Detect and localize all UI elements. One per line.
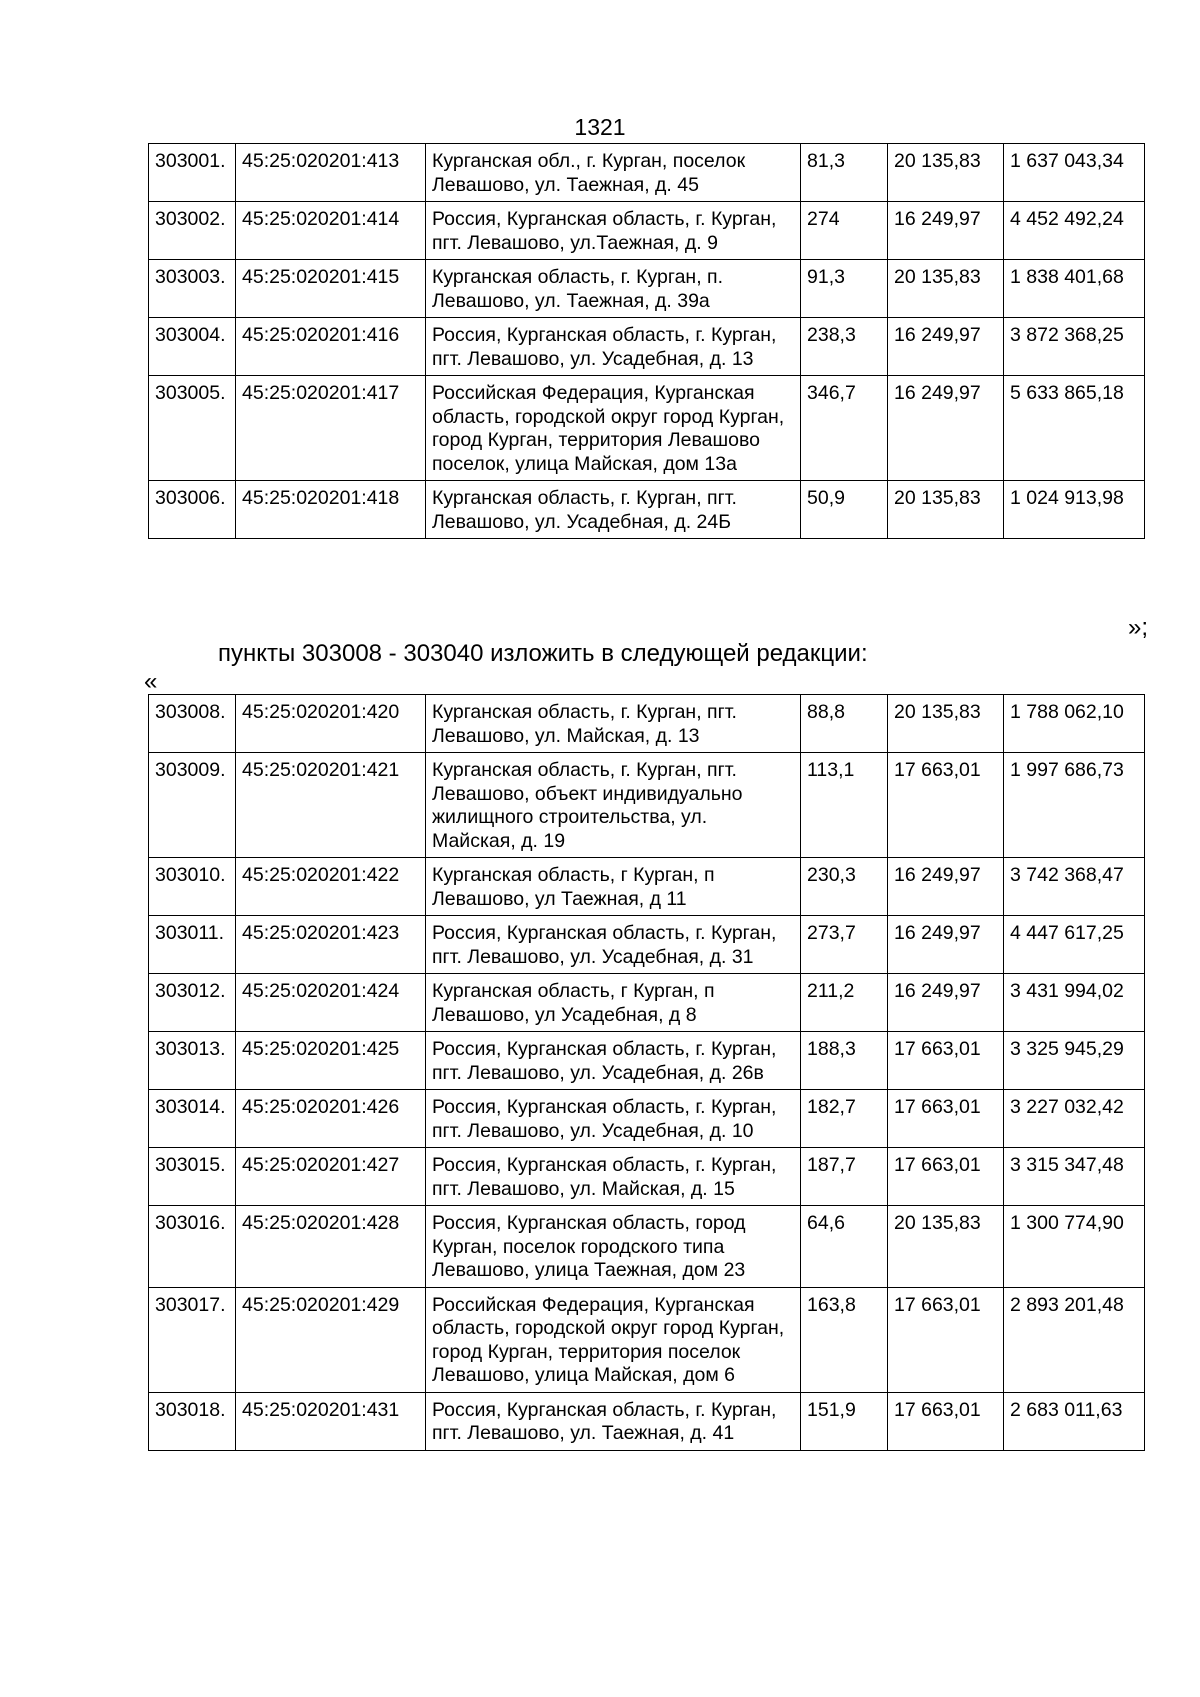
cadastral-value-cell: 4 447 617,25 bbox=[1004, 916, 1145, 974]
table-body bbox=[149, 144, 1145, 539]
specific-value-cell: 20 135,83 bbox=[888, 260, 1004, 318]
item-number-cell: 303002. bbox=[149, 202, 236, 260]
specific-value-cell: 16 249,97 bbox=[888, 916, 1004, 974]
cadastral-value-cell: 5 633 865,18 bbox=[1004, 376, 1145, 481]
specific-value-cell: 20 135,83 bbox=[888, 695, 1004, 753]
address-cell: Курганская область, г. Курган, пгт. Левашово, ул. Майская, д. 13 bbox=[426, 695, 801, 753]
address-cell: Курганская область, г. Курган, п. Левашово, ул. Таежная, д. 39а bbox=[426, 260, 801, 318]
specific-value-cell: 17 663,01 bbox=[888, 1148, 1004, 1206]
table-row bbox=[149, 1206, 1145, 1288]
specific-value-cell: 20 135,83 bbox=[888, 1206, 1004, 1288]
cadastral-number-cell: 45:25:020201:425 bbox=[236, 1032, 426, 1090]
specific-value-cell: 16 249,97 bbox=[888, 202, 1004, 260]
cadastral-number-cell: 45:25:020201:427 bbox=[236, 1148, 426, 1206]
cadastral-number-cell: 45:25:020201:429 bbox=[236, 1287, 426, 1392]
table-row bbox=[149, 260, 1145, 318]
address-cell: Российская Федерация, Курганская область, городской округ город Курган, город Курган, территория Левашово поселок, улица Майская, дом 13а bbox=[426, 376, 801, 481]
cadastral-value-cell: 1 997 686,73 bbox=[1004, 753, 1145, 858]
table-row bbox=[149, 1090, 1145, 1148]
cadastral-value-cell: 1 838 401,68 bbox=[1004, 260, 1145, 318]
item-number-cell: 303004. bbox=[149, 318, 236, 376]
cadastral-number-cell: 45:25:020201:418 bbox=[236, 481, 426, 539]
item-number-cell: 303003. bbox=[149, 260, 236, 318]
area-cell: 163,8 bbox=[801, 1287, 888, 1392]
cadastral-number-cell: 45:25:020201:423 bbox=[236, 916, 426, 974]
cadastral-number-cell: 45:25:020201:424 bbox=[236, 974, 426, 1032]
area-cell: 64,6 bbox=[801, 1206, 888, 1288]
table-row bbox=[149, 1392, 1145, 1450]
specific-value-cell: 16 249,97 bbox=[888, 858, 1004, 916]
table-row bbox=[149, 1287, 1145, 1392]
area-cell: 50,9 bbox=[801, 481, 888, 539]
specific-value-cell: 17 663,01 bbox=[888, 1287, 1004, 1392]
item-number-cell: 303005. bbox=[149, 376, 236, 481]
item-number-cell: 303008. bbox=[149, 695, 236, 753]
address-cell: Курганская область, г Курган, п Левашово, ул Усадебная, д 8 bbox=[426, 974, 801, 1032]
cadastral-value-cell: 3 325 945,29 bbox=[1004, 1032, 1145, 1090]
cadastral-value-cell: 2 683 011,63 bbox=[1004, 1392, 1145, 1450]
specific-value-cell: 20 135,83 bbox=[888, 481, 1004, 539]
item-number-cell: 303011. bbox=[149, 916, 236, 974]
item-number-cell: 303010. bbox=[149, 858, 236, 916]
area-cell: 230,3 bbox=[801, 858, 888, 916]
table-row bbox=[149, 974, 1145, 1032]
cadastral-value-cell: 1 024 913,98 bbox=[1004, 481, 1145, 539]
address-cell: Россия, Курганская область, г. Курган, пгт. Левашово, ул. Усадебная, д. 13 bbox=[426, 318, 801, 376]
table-row bbox=[149, 1148, 1145, 1206]
specific-value-cell: 17 663,01 bbox=[888, 1392, 1004, 1450]
address-cell: Россия, Курганская область, город Курган, поселок городского типа Левашово, улица Таежная, дом 23 bbox=[426, 1206, 801, 1288]
cadastral-number-cell: 45:25:020201:431 bbox=[236, 1392, 426, 1450]
area-cell: 188,3 bbox=[801, 1032, 888, 1090]
cadastral-number-cell: 45:25:020201:417 bbox=[236, 376, 426, 481]
specific-value-cell: 20 135,83 bbox=[888, 144, 1004, 202]
area-cell: 346,7 bbox=[801, 376, 888, 481]
table-row bbox=[149, 753, 1145, 858]
item-number-cell: 303018. bbox=[149, 1392, 236, 1450]
item-number-cell: 303017. bbox=[149, 1287, 236, 1392]
address-cell: Россия, Курганская область, г. Курган, пгт. Левашово, ул. Таежная, д. 41 bbox=[426, 1392, 801, 1450]
item-number-cell: 303009. bbox=[149, 753, 236, 858]
address-cell: Курганская обл., г. Курган, поселок Левашово, ул. Таежная, д. 45 bbox=[426, 144, 801, 202]
table-row bbox=[149, 916, 1145, 974]
specific-value-cell: 17 663,01 bbox=[888, 1032, 1004, 1090]
area-cell: 238,3 bbox=[801, 318, 888, 376]
cadastral-number-cell: 45:25:020201:421 bbox=[236, 753, 426, 858]
area-cell: 151,9 bbox=[801, 1392, 888, 1450]
cadastral-value-cell: 3 431 994,02 bbox=[1004, 974, 1145, 1032]
opening-quote: « bbox=[144, 668, 158, 695]
cadastral-number-cell: 45:25:020201:415 bbox=[236, 260, 426, 318]
area-cell: 81,3 bbox=[801, 144, 888, 202]
specific-value-cell: 16 249,97 bbox=[888, 318, 1004, 376]
item-number-cell: 303001. bbox=[149, 144, 236, 202]
cadastral-number-cell: 45:25:020201:416 bbox=[236, 318, 426, 376]
table-row bbox=[149, 318, 1145, 376]
area-cell: 182,7 bbox=[801, 1090, 888, 1148]
cadastral-number-cell: 45:25:020201:426 bbox=[236, 1090, 426, 1148]
cadastral-value-cell: 1 300 774,90 bbox=[1004, 1206, 1145, 1288]
item-number-cell: 303012. bbox=[149, 974, 236, 1032]
address-cell: Россия, Курганская область, г. Курган, пгт. Левашово, ул. Усадебная, д. 10 bbox=[426, 1090, 801, 1148]
specific-value-cell: 17 663,01 bbox=[888, 753, 1004, 858]
area-cell: 273,7 bbox=[801, 916, 888, 974]
table-row bbox=[149, 202, 1145, 260]
table-row bbox=[149, 481, 1145, 539]
cadastral-number-cell: 45:25:020201:413 bbox=[236, 144, 426, 202]
address-cell: Россия, Курганская область, г. Курган, пгт. Левашово, ул. Усадебная, д. 26в bbox=[426, 1032, 801, 1090]
table-row bbox=[149, 144, 1145, 202]
cadastral-number-cell: 45:25:020201:420 bbox=[236, 695, 426, 753]
table-row bbox=[149, 376, 1145, 481]
item-number-cell: 303014. bbox=[149, 1090, 236, 1148]
amendment-instruction: пункты 303008 - 303040 изложить в следующей редакции: bbox=[218, 640, 868, 667]
item-number-cell: 303015. bbox=[149, 1148, 236, 1206]
area-cell: 211,2 bbox=[801, 974, 888, 1032]
cadastral-value-cell: 3 315 347,48 bbox=[1004, 1148, 1145, 1206]
area-cell: 91,3 bbox=[801, 260, 888, 318]
cadastral-value-cell: 3 227 032,42 bbox=[1004, 1090, 1145, 1148]
table-row bbox=[149, 695, 1145, 753]
address-cell: Российская Федерация, Курганская область, городской округ город Курган, город Курган, территория поселок Левашово, улица Майская, дом 6 bbox=[426, 1287, 801, 1392]
property-table-1 bbox=[148, 143, 1145, 539]
cadastral-value-cell: 2 893 201,48 bbox=[1004, 1287, 1145, 1392]
address-cell: Россия, Курганская область, г. Курган, пгт. Левашово, ул.Таежная, д. 9 bbox=[426, 202, 801, 260]
item-number-cell: 303016. bbox=[149, 1206, 236, 1288]
address-cell: Россия, Курганская область, г. Курган, пгт. Левашово, ул. Усадебная, д. 31 bbox=[426, 916, 801, 974]
table-body bbox=[149, 695, 1145, 1451]
property-table-2 bbox=[148, 694, 1145, 1451]
address-cell: Курганская область, г. Курган, пгт. Левашово, объект индивидуально жилищного строительства, ул. Майская, д. 19 bbox=[426, 753, 801, 858]
table-row bbox=[149, 858, 1145, 916]
cadastral-value-cell: 4 452 492,24 bbox=[1004, 202, 1145, 260]
specific-value-cell: 16 249,97 bbox=[888, 376, 1004, 481]
cadastral-number-cell: 45:25:020201:422 bbox=[236, 858, 426, 916]
page-number: 1321 bbox=[574, 114, 626, 140]
area-cell: 88,8 bbox=[801, 695, 888, 753]
address-cell: Россия, Курганская область, г. Курган, пгт. Левашово, ул. Майская, д. 15 bbox=[426, 1148, 801, 1206]
address-cell: Курганская область, г. Курган, пгт. Левашово, ул. Усадебная, д. 24Б bbox=[426, 481, 801, 539]
cadastral-number-cell: 45:25:020201:428 bbox=[236, 1206, 426, 1288]
item-number-cell: 303006. bbox=[149, 481, 236, 539]
cadastral-number-cell: 45:25:020201:414 bbox=[236, 202, 426, 260]
cadastral-value-cell: 3 742 368,47 bbox=[1004, 858, 1145, 916]
specific-value-cell: 17 663,01 bbox=[888, 1090, 1004, 1148]
specific-value-cell: 16 249,97 bbox=[888, 974, 1004, 1032]
closing-quote: »; bbox=[1127, 614, 1148, 641]
area-cell: 187,7 bbox=[801, 1148, 888, 1206]
cadastral-value-cell: 1 637 043,34 bbox=[1004, 144, 1145, 202]
address-cell: Курганская область, г Курган, п Левашово, ул Таежная, д 11 bbox=[426, 858, 801, 916]
table-row bbox=[149, 1032, 1145, 1090]
area-cell: 274 bbox=[801, 202, 888, 260]
area-cell: 113,1 bbox=[801, 753, 888, 858]
cadastral-value-cell: 3 872 368,25 bbox=[1004, 318, 1145, 376]
cadastral-value-cell: 1 788 062,10 bbox=[1004, 695, 1145, 753]
item-number-cell: 303013. bbox=[149, 1032, 236, 1090]
